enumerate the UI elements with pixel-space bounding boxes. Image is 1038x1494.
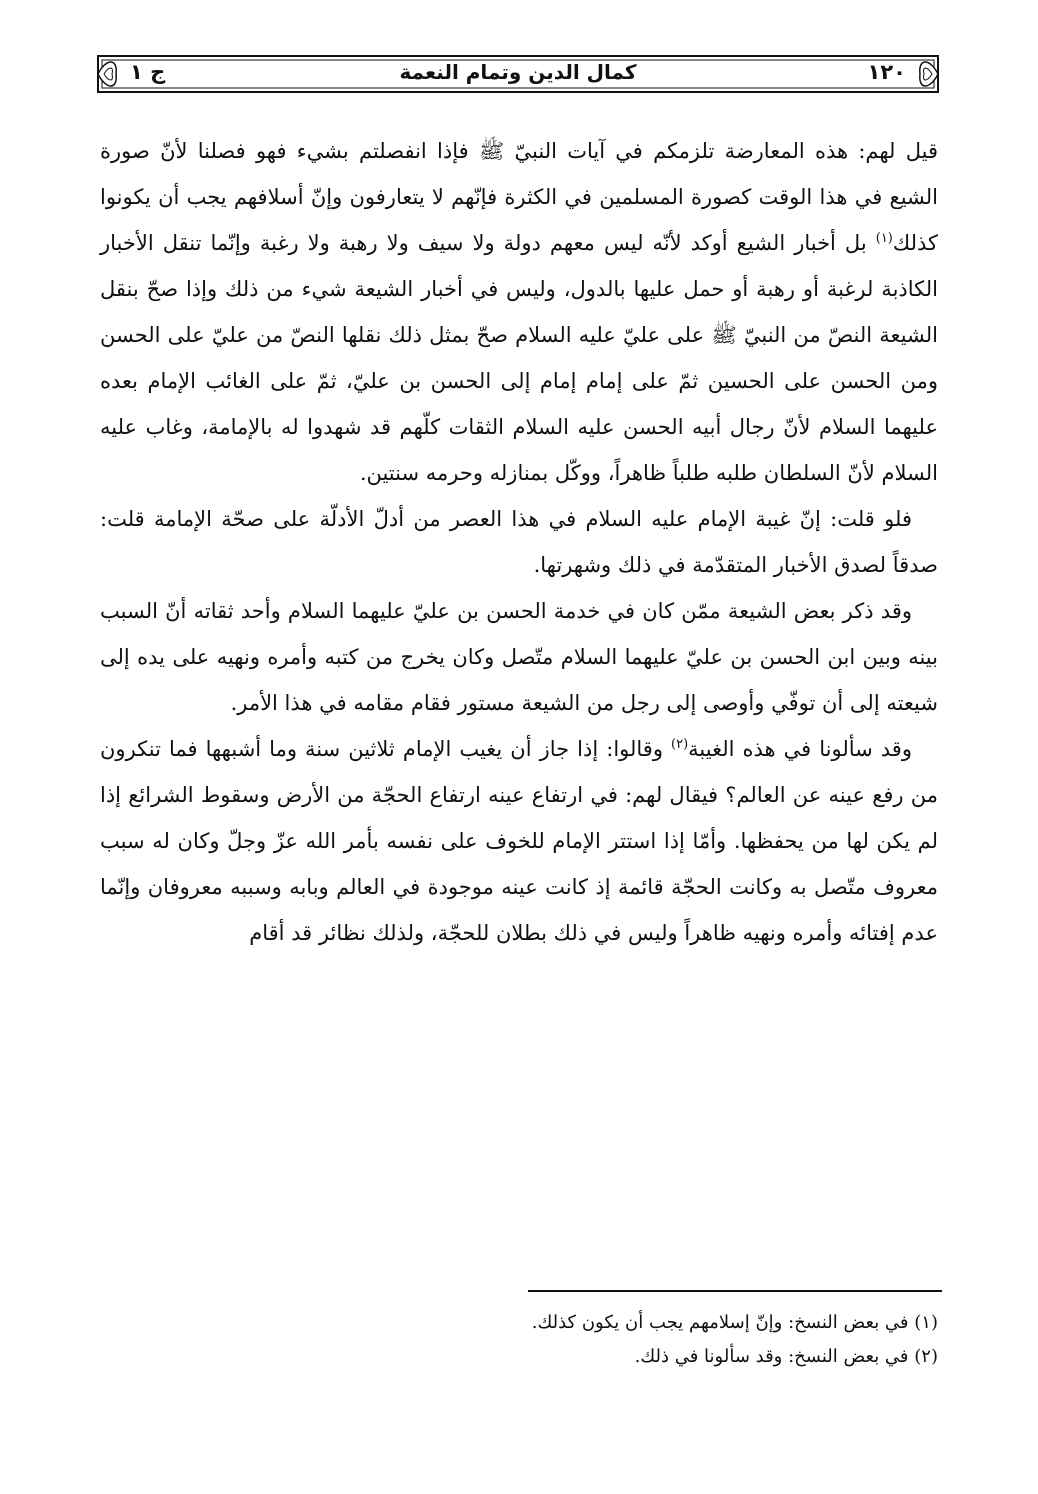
footnote-separator [528, 1290, 942, 1292]
main-text [100, 128, 938, 956]
footnote-2: (٢) في بعض النسخ: وقد سألونا في ذلك. [634, 1346, 938, 1367]
paragraph-1: قيل لهم: هذه المعارضة تلزمكم في آيات النبيّ ﷺ فإذا انفصلتم بشيء فهو فصلنا لأنّ صورة الشيع في هذا الوقت كصورة المسلمين في الكثرة فإنّهم لا يتعارفون وإنّ أسلافهم يجب أن يكونوا كذلك$^{(١)}$ بل أخبار الشيع أوكد لأنّه ليس معهم دولة ولا سيف ولا رهبة ولا رغبة وإنّما تنقل الأخبار الكاذبة لرغبة أو رهبة أو حمل عليها بالدول، وليس في أخبار الشيعة شيء من ذلك وإذا صحّ بنقل الشيعة النصّ من النبيّ ﷺ على عليّ عليه السلام صحّ بمثل ذلك نقلها النصّ من عليّ على الحسن ومن الحسن على الحسين ثمّ على إمام إمام إلى الحسن بن عليّ، ثمّ على الغائب الإمام بعده عليهما السلام لأنّ رجال أبيه الحسن عليه السلام الثقات كلّهم قد شهدوا له بالإمامة، وغاب عليه السلام لأنّ السلطان طلبه طلباً ظاهراً، ووكّل بمنازله وحرمه سنتين. [100, 139, 938, 485]
footnote-ref-2[interactable]: (٢) [671, 737, 689, 752]
page-number: ١٢٠ [867, 60, 906, 84]
paragraph-4: وقد سألونا في هذه الغيبة$^{(٢)}$ وقالوا: إذا جاز أن يغيب الإمام ثلاثين سنة وما أشبهها فما تنكرون من رفع عينه عن العالم؟ فيقال لهم: في ارتفاع عينه ارتفاع الحجّة من الأرض وسقوط الشرائع إذا لم يكن لها من يحفظها. وأمّا إذا استتر الإمام للخوف على نفسه بأمر الله عزّ وجلّ وكان له سبب معروف متّصل به وكانت الحجّة قائمة إذ كانت عينه موجودة في العالم وبابه وسببه معروفان وإنّما عدم إفتائه وأمره ونهيه ظاهراً وليس في ذلك بطلان للحجّة، ولذلك نظائر قد أقام [100, 737, 938, 945]
footnotes [100, 1306, 938, 1374]
book-title: كمال الدين وتمام النعمة [399, 60, 637, 84]
footnote-ref-1[interactable]: (١) [875, 231, 893, 246]
volume-label: ج ١ [130, 60, 166, 84]
footnote-1: (١) في بعض النسخ: وإنّ إسلامهم يجب أن يكون كذلك. [531, 1312, 938, 1333]
running-header [92, 52, 944, 96]
paragraph-3: وقد ذكر بعض الشيعة ممّن كان في خدمة الحسن بن عليّ عليهما السلام وأحد ثقاته أنّ السبب بينه وبين ابن الحسن بن عليّ عليهما السلام متّصل وكان يخرج من كتبه وأمره ونهيه على يده إلى شيعته إلى أن توفّي وأوصى إلى رجل من الشيعة مستور فقام مقامه في هذا الأمر. [100, 599, 938, 715]
paragraph-2: فلو قلت: إنّ غيبة الإمام عليه السلام في هذا العصر من أدلّ الأدلّة على صحّة الإمامة قلت: صدقاً لصدق الأخبار المتقدّمة في ذلك وشهرتها. [100, 507, 938, 577]
